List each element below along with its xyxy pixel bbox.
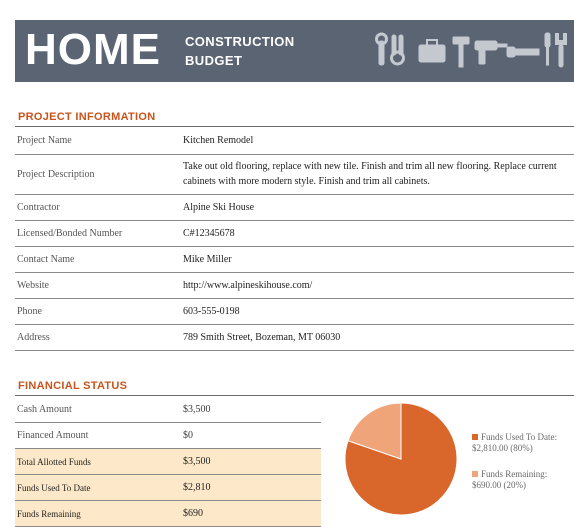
table-row bbox=[15, 220, 574, 246]
row-value: Take out old flooring, replace with new tile. Finish and trim all new flooring. Replace current cabinets with more modern style. Finish and trim all cabinets. bbox=[183, 154, 574, 194]
row-label: Phone bbox=[15, 298, 183, 324]
table-row bbox=[15, 154, 574, 194]
row-label: Address bbox=[15, 324, 183, 350]
open-wrench-icon bbox=[555, 33, 567, 67]
financial-status-divider bbox=[15, 395, 574, 396]
table-row bbox=[15, 423, 321, 449]
legend-swatch-remaining bbox=[472, 471, 478, 477]
row-value: $2,810 bbox=[183, 475, 321, 501]
website-link[interactable]: http://www.alpineskihouse.com/ bbox=[183, 272, 574, 298]
table-row bbox=[15, 397, 321, 423]
header-banner bbox=[15, 20, 574, 82]
table-row bbox=[15, 272, 574, 298]
row-label: Project Name bbox=[15, 127, 183, 154]
row-value: 603-555-0198 bbox=[183, 298, 574, 324]
funds-pie-chart bbox=[341, 399, 461, 519]
row-label: Licensed/Bonded Number bbox=[15, 220, 183, 246]
row-value: $690 bbox=[183, 501, 321, 527]
banner-subtitle bbox=[185, 32, 295, 70]
saw-icon bbox=[507, 47, 539, 57]
legend-item-remaining bbox=[472, 469, 547, 491]
table-row bbox=[15, 475, 321, 501]
row-value: $3,500 bbox=[183, 449, 321, 475]
banner-subtitle-line1: CONSTRUCTION bbox=[185, 34, 295, 49]
financial-status-heading: FINANCIAL STATUS bbox=[18, 380, 128, 392]
table-row bbox=[15, 298, 574, 324]
pliers-icon bbox=[392, 35, 404, 64]
row-value: C#12345678 bbox=[183, 220, 574, 246]
row-label: Funds Used To Date bbox=[15, 475, 183, 501]
legend-item-used bbox=[472, 432, 557, 454]
screwdriver-icon bbox=[545, 33, 550, 65]
legend-swatch-used bbox=[472, 434, 478, 440]
project-info-table bbox=[15, 127, 574, 351]
row-label: Total Allotted Funds bbox=[15, 449, 183, 475]
legend-label-used: Funds Used To Date: bbox=[481, 432, 557, 442]
drill-icon bbox=[475, 41, 507, 64]
row-value: 789 Smith Street, Bozeman, MT 06030 bbox=[183, 324, 574, 350]
row-label: Cash Amount bbox=[15, 397, 183, 423]
banner-title: HOME bbox=[25, 25, 161, 74]
row-label: Project Description bbox=[15, 154, 183, 194]
table-row bbox=[15, 324, 574, 350]
tools-icon bbox=[375, 29, 574, 73]
table-row bbox=[15, 449, 321, 475]
toolbox-icon bbox=[419, 40, 445, 62]
row-value: Mike Miller bbox=[183, 246, 574, 272]
row-label: Financed Amount bbox=[15, 423, 183, 449]
row-label: Website bbox=[15, 272, 183, 298]
row-value: $3,500 bbox=[183, 397, 321, 423]
financial-table bbox=[15, 397, 321, 527]
row-value: $0 bbox=[183, 423, 321, 449]
row-value: Alpine Ski House bbox=[183, 194, 574, 220]
legend-value-remaining: $690.00 (20%) bbox=[472, 480, 526, 490]
legend-value-used: $2,810.00 (80%) bbox=[472, 443, 533, 453]
row-label: Contractor bbox=[15, 194, 183, 220]
table-row bbox=[15, 501, 321, 527]
table-row bbox=[15, 127, 574, 154]
row-value: Kitchen Remodel bbox=[183, 127, 574, 154]
table-row bbox=[15, 194, 574, 220]
hammer-icon bbox=[453, 37, 469, 67]
banner-subtitle-line2: BUDGET bbox=[185, 53, 243, 68]
row-label: Contact Name bbox=[15, 246, 183, 272]
table-row bbox=[15, 246, 574, 272]
row-label: Funds Remaining bbox=[15, 501, 183, 527]
wrench-icon bbox=[377, 34, 387, 65]
project-info-heading: PROJECT INFORMATION bbox=[18, 111, 156, 123]
legend-label-remaining: Funds Remaining: bbox=[481, 469, 548, 479]
